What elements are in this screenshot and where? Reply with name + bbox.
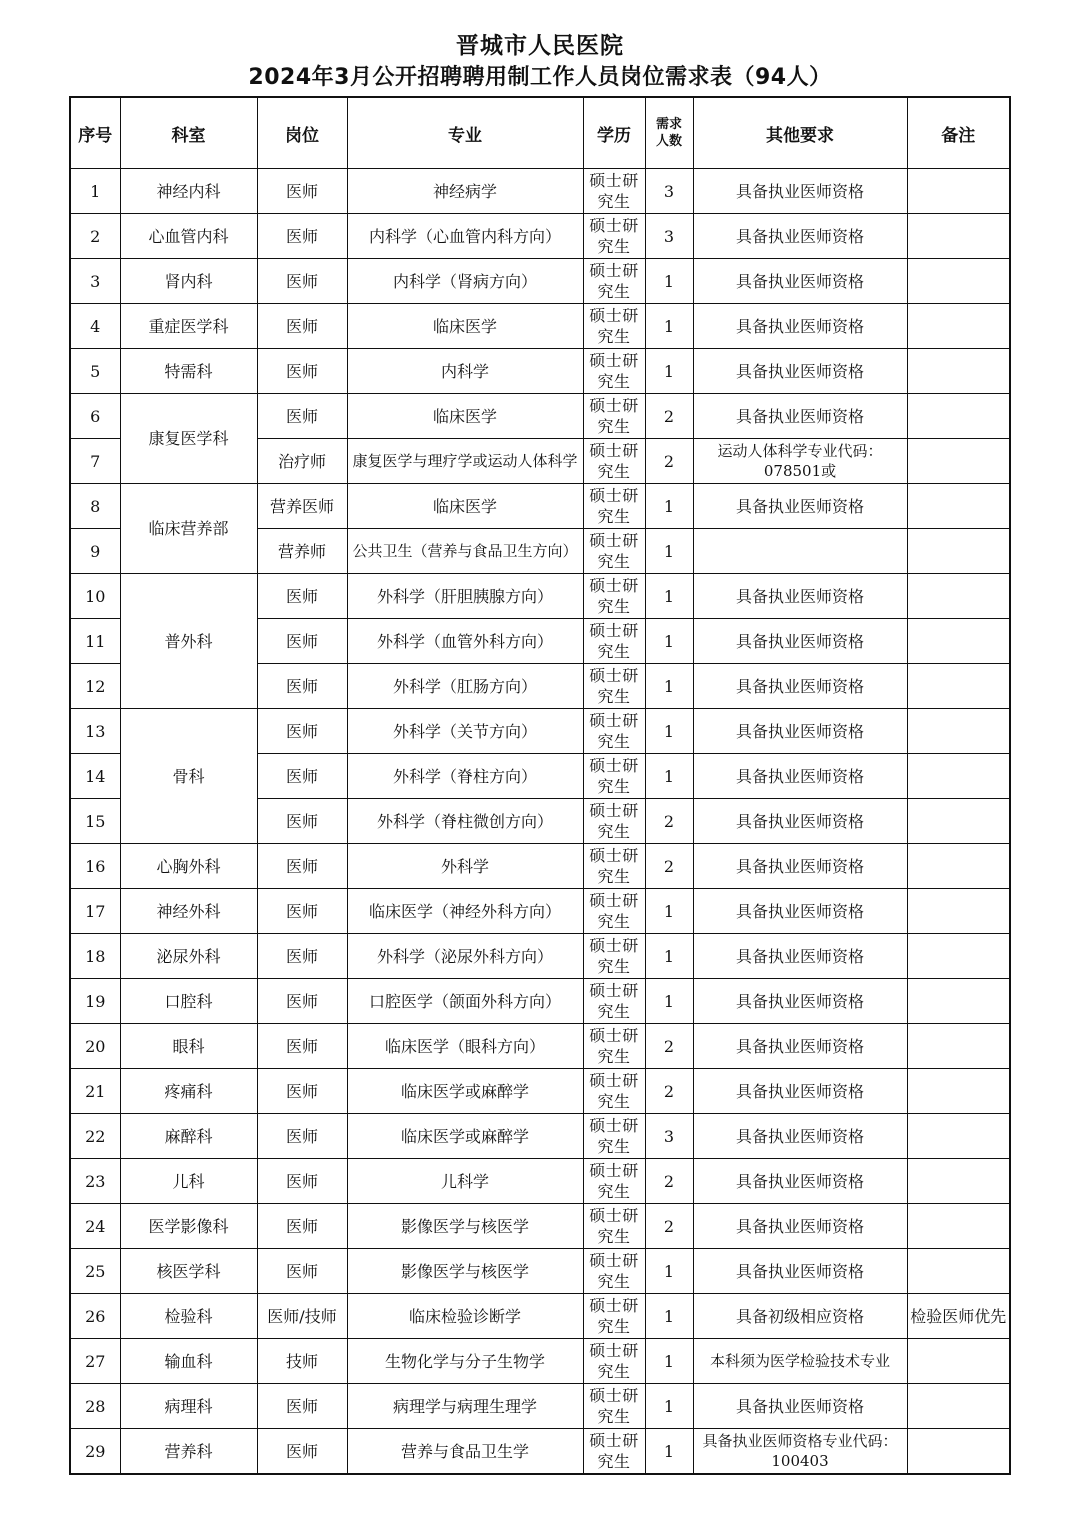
row-note: [907, 664, 1010, 709]
row-post: 医师: [257, 304, 347, 349]
row-no: 25: [70, 1249, 120, 1294]
row-req: 具备执业医师资格: [693, 1069, 907, 1114]
row-note: [907, 754, 1010, 799]
table-row: [70, 574, 1010, 619]
row-note: [907, 799, 1010, 844]
table-row: [70, 349, 1010, 394]
row-count: 1: [645, 1294, 693, 1339]
header-no: 序号: [70, 97, 120, 169]
row-no: 2: [70, 214, 120, 259]
row-count: 1: [645, 304, 693, 349]
row-note: [907, 214, 1010, 259]
row-dept: 肾内科: [120, 259, 257, 304]
row-count: 1: [645, 889, 693, 934]
header-count: [645, 97, 693, 169]
row-major: 外科学（关节方向）: [347, 709, 583, 754]
row-count: 3: [645, 169, 693, 214]
row-count: 1: [645, 1384, 693, 1429]
row-no: 18: [70, 934, 120, 979]
row-edu: 硕士研究生: [583, 214, 645, 259]
table-row: [70, 259, 1010, 304]
table-row: [70, 889, 1010, 934]
row-note: 检验医师优先: [907, 1294, 1010, 1339]
row-req: 具备执业医师资格: [693, 1114, 907, 1159]
row-dept: 检验科: [120, 1294, 257, 1339]
row-no: 21: [70, 1069, 120, 1114]
row-note: [907, 574, 1010, 619]
row-req: 具备执业医师资格: [693, 934, 907, 979]
row-dept: 疼痛科: [120, 1069, 257, 1114]
row-edu: 硕士研究生: [583, 484, 645, 529]
table-row: [70, 169, 1010, 214]
row-major: 临床医学: [347, 484, 583, 529]
row-req: [693, 529, 907, 574]
row-req: 具备执业医师资格: [693, 169, 907, 214]
row-edu: 硕士研究生: [583, 1294, 645, 1339]
table-row: [70, 394, 1010, 439]
row-post: 医师: [257, 1024, 347, 1069]
row-count: 2: [645, 1204, 693, 1249]
row-note: [907, 349, 1010, 394]
row-post: 医师: [257, 709, 347, 754]
row-count: 1: [645, 259, 693, 304]
row-no: 22: [70, 1114, 120, 1159]
row-post: 医师: [257, 1069, 347, 1114]
row-post: 医师: [257, 664, 347, 709]
row-req: 具备执业医师资格: [693, 979, 907, 1024]
row-edu: 硕士研究生: [583, 979, 645, 1024]
row-count: 3: [645, 214, 693, 259]
row-note: [907, 1159, 1010, 1204]
row-major: 外科学（肝胆胰腺方向）: [347, 574, 583, 619]
row-dept: 临床营养部: [120, 484, 257, 574]
row-post: 医师: [257, 349, 347, 394]
header-note: 备注: [907, 97, 1010, 169]
row-note: [907, 259, 1010, 304]
row-req: 具备执业医师资格: [693, 754, 907, 799]
row-major: 外科学（肛肠方向）: [347, 664, 583, 709]
row-dept: 核医学科: [120, 1249, 257, 1294]
row-no: 5: [70, 349, 120, 394]
row-edu: 硕士研究生: [583, 169, 645, 214]
row-edu: 硕士研究生: [583, 439, 645, 484]
row-count: 2: [645, 394, 693, 439]
row-edu: 硕士研究生: [583, 304, 645, 349]
row-count: 1: [645, 934, 693, 979]
row-no: 7: [70, 439, 120, 484]
row-req: 具备初级相应资格: [693, 1294, 907, 1339]
row-edu: 硕士研究生: [583, 1339, 645, 1384]
row-edu: 硕士研究生: [583, 1159, 645, 1204]
table-body: [70, 169, 1010, 1475]
header-edu: 学历: [583, 97, 645, 169]
header-major: 专业: [347, 97, 583, 169]
row-no: 13: [70, 709, 120, 754]
row-major: 影像医学与核医学: [347, 1249, 583, 1294]
row-dept: 输血科: [120, 1339, 257, 1384]
row-req: 具备执业医师资格: [693, 304, 907, 349]
row-post: 医师: [257, 394, 347, 439]
row-req: 具备执业医师资格: [693, 1159, 907, 1204]
row-dept: 儿科: [120, 1159, 257, 1204]
row-count: 1: [645, 1339, 693, 1384]
table-row: [70, 1429, 1010, 1475]
row-count: 2: [645, 1069, 693, 1114]
row-note: [907, 1024, 1010, 1069]
row-note: [907, 1384, 1010, 1429]
row-post: 医师: [257, 1114, 347, 1159]
row-edu: 硕士研究生: [583, 754, 645, 799]
row-major: 内科学（心血管内科方向）: [347, 214, 583, 259]
row-edu: 硕士研究生: [583, 1429, 645, 1475]
row-major: 内科学: [347, 349, 583, 394]
row-count: 2: [645, 799, 693, 844]
row-post: 医师: [257, 574, 347, 619]
row-post: 医师: [257, 844, 347, 889]
row-post: 医师: [257, 934, 347, 979]
row-edu: 硕士研究生: [583, 574, 645, 619]
row-no: 9: [70, 529, 120, 574]
row-major: 外科学（脊柱微创方向）: [347, 799, 583, 844]
row-note: [907, 304, 1010, 349]
row-dept: 麻醉科: [120, 1114, 257, 1159]
row-req: 具备执业医师资格: [693, 889, 907, 934]
page-title: 晋城市人民医院: [456, 33, 624, 59]
row-count: 1: [645, 529, 693, 574]
row-dept: 普外科: [120, 574, 257, 709]
row-edu: 硕士研究生: [583, 889, 645, 934]
row-major: 内科学（肾病方向）: [347, 259, 583, 304]
row-major: 临床医学或麻醉学: [347, 1114, 583, 1159]
row-dept: 医学影像科: [120, 1204, 257, 1249]
row-no: 29: [70, 1429, 120, 1475]
row-edu: 硕士研究生: [583, 259, 645, 304]
row-dept: 骨科: [120, 709, 257, 844]
row-dept: 神经内科: [120, 169, 257, 214]
row-dept: 口腔科: [120, 979, 257, 1024]
row-major: 儿科学: [347, 1159, 583, 1204]
row-dept: 康复医学科: [120, 394, 257, 484]
header-row: [70, 97, 1010, 169]
row-note: [907, 619, 1010, 664]
row-count: 1: [645, 484, 693, 529]
row-no: 12: [70, 664, 120, 709]
row-major: 营养与食品卫生学: [347, 1429, 583, 1475]
table-row: [70, 934, 1010, 979]
row-major: 临床医学: [347, 394, 583, 439]
row-note: [907, 1204, 1010, 1249]
row-post: 医师: [257, 1384, 347, 1429]
row-no: 8: [70, 484, 120, 529]
row-edu: 硕士研究生: [583, 934, 645, 979]
row-req: 运动人体科学专业代码：078501或: [693, 439, 907, 484]
row-count: 2: [645, 1024, 693, 1069]
row-count: 1: [645, 574, 693, 619]
row-note: [907, 1069, 1010, 1114]
row-edu: 硕士研究生: [583, 709, 645, 754]
row-req: 具备执业医师资格: [693, 709, 907, 754]
row-note: [907, 394, 1010, 439]
row-req: 具备执业医师资格: [693, 214, 907, 259]
row-count: 2: [645, 439, 693, 484]
row-major: 临床医学（神经外科方向）: [347, 889, 583, 934]
row-no: 28: [70, 1384, 120, 1429]
row-req: 具备执业医师资格: [693, 1249, 907, 1294]
row-post: 医师: [257, 889, 347, 934]
row-no: 11: [70, 619, 120, 664]
row-post: 医师: [257, 799, 347, 844]
row-major: 生物化学与分子生物学: [347, 1339, 583, 1384]
row-req: 具备执业医师资格: [693, 574, 907, 619]
row-req: 具备执业医师资格: [693, 484, 907, 529]
row-note: [907, 709, 1010, 754]
row-major: 外科学: [347, 844, 583, 889]
row-count: 2: [645, 844, 693, 889]
row-no: 20: [70, 1024, 120, 1069]
row-count: 2: [645, 1159, 693, 1204]
row-no: 6: [70, 394, 120, 439]
row-major: 外科学（脊柱方向）: [347, 754, 583, 799]
row-count: 3: [645, 1114, 693, 1159]
row-post: 医师: [257, 979, 347, 1024]
row-req: 具备执业医师资格专业代码：100403: [693, 1429, 907, 1475]
row-count: 1: [645, 664, 693, 709]
row-edu: 硕士研究生: [583, 844, 645, 889]
row-edu: 硕士研究生: [583, 664, 645, 709]
row-edu: 硕士研究生: [583, 619, 645, 664]
row-post: 医师: [257, 214, 347, 259]
row-major: 病理学与病理生理学: [347, 1384, 583, 1429]
row-post: 医师: [257, 1429, 347, 1475]
row-req: 具备执业医师资格: [693, 1204, 907, 1249]
row-req: 具备执业医师资格: [693, 799, 907, 844]
row-edu: 硕士研究生: [583, 349, 645, 394]
row-major: 临床医学或麻醉学: [347, 1069, 583, 1114]
row-post: 治疗师: [257, 439, 347, 484]
row-post: 医师: [257, 754, 347, 799]
row-dept: 营养科: [120, 1429, 257, 1475]
header-count-line2: 人数: [655, 134, 682, 149]
table-row: [70, 1249, 1010, 1294]
row-req: 具备执业医师资格: [693, 1384, 907, 1429]
row-dept: 重症医学科: [120, 304, 257, 349]
row-post: 医师: [257, 259, 347, 304]
row-dept: 神经外科: [120, 889, 257, 934]
row-no: 1: [70, 169, 120, 214]
row-note: [907, 1249, 1010, 1294]
row-no: 26: [70, 1294, 120, 1339]
recruitment-table: [69, 96, 1011, 1475]
row-req: 具备执业医师资格: [693, 664, 907, 709]
row-note: [907, 1429, 1010, 1475]
row-req: 本科须为医学检验技术专业: [693, 1339, 907, 1384]
row-major: 公共卫生（营养与食品卫生方向）: [347, 529, 583, 574]
row-req: 具备执业医师资格: [693, 844, 907, 889]
row-major: 神经病学: [347, 169, 583, 214]
row-dept: 眼科: [120, 1024, 257, 1069]
row-count: 1: [645, 1249, 693, 1294]
row-dept: 特需科: [120, 349, 257, 394]
table-row: [70, 709, 1010, 754]
row-post: 医师: [257, 1159, 347, 1204]
row-edu: 硕士研究生: [583, 1024, 645, 1069]
row-post: 医师/技师: [257, 1294, 347, 1339]
row-req: 具备执业医师资格: [693, 619, 907, 664]
row-req: 具备执业医师资格: [693, 394, 907, 439]
row-dept: 病理科: [120, 1384, 257, 1429]
row-edu: 硕士研究生: [583, 799, 645, 844]
title-block: [0, 30, 1080, 94]
header-count-line1: 需求: [655, 117, 682, 132]
row-post: 技师: [257, 1339, 347, 1384]
table-row: [70, 844, 1010, 889]
row-req: 具备执业医师资格: [693, 1024, 907, 1069]
row-post: 医师: [257, 619, 347, 664]
table-row: [70, 1384, 1010, 1429]
row-edu: 硕士研究生: [583, 529, 645, 574]
row-post: 医师: [257, 1204, 347, 1249]
row-note: [907, 1339, 1010, 1384]
row-no: 15: [70, 799, 120, 844]
row-count: 1: [645, 349, 693, 394]
row-no: 4: [70, 304, 120, 349]
header-req: 其他要求: [693, 97, 907, 169]
row-major: 临床医学: [347, 304, 583, 349]
row-post: 营养医师: [257, 484, 347, 529]
row-edu: 硕士研究生: [583, 394, 645, 439]
row-dept: 心胸外科: [120, 844, 257, 889]
row-note: [907, 844, 1010, 889]
row-major: 口腔医学（颌面外科方向）: [347, 979, 583, 1024]
table-row: [70, 1114, 1010, 1159]
page-subtitle: 2024年3月公开招聘聘用制工作人员岗位需求表（94人）: [248, 65, 832, 90]
row-no: 16: [70, 844, 120, 889]
table-row: [70, 979, 1010, 1024]
row-edu: 硕士研究生: [583, 1384, 645, 1429]
table-row: [70, 304, 1010, 349]
row-major: 影像医学与核医学: [347, 1204, 583, 1249]
table-row: [70, 1294, 1010, 1339]
table-row: [70, 214, 1010, 259]
row-edu: 硕士研究生: [583, 1069, 645, 1114]
row-req: 具备执业医师资格: [693, 259, 907, 304]
table-row: [70, 1024, 1010, 1069]
row-no: 24: [70, 1204, 120, 1249]
row-post: 医师: [257, 1249, 347, 1294]
row-major: 临床医学（眼科方向）: [347, 1024, 583, 1069]
row-no: 27: [70, 1339, 120, 1384]
header-post: 岗位: [257, 97, 347, 169]
row-no: 19: [70, 979, 120, 1024]
row-note: [907, 529, 1010, 574]
header-dept: 科室: [120, 97, 257, 169]
table-row: [70, 1204, 1010, 1249]
table-row: [70, 484, 1010, 529]
row-note: [907, 934, 1010, 979]
row-major: 临床检验诊断学: [347, 1294, 583, 1339]
row-count: 1: [645, 979, 693, 1024]
row-dept: 心血管内科: [120, 214, 257, 259]
row-note: [907, 169, 1010, 214]
row-edu: 硕士研究生: [583, 1249, 645, 1294]
row-major: 外科学（血管外科方向）: [347, 619, 583, 664]
row-no: 17: [70, 889, 120, 934]
row-note: [907, 979, 1010, 1024]
table-row: [70, 1159, 1010, 1204]
row-major: 康复医学与理疗学或运动人体科学: [347, 439, 583, 484]
row-post: 营养师: [257, 529, 347, 574]
row-edu: 硕士研究生: [583, 1114, 645, 1159]
row-note: [907, 889, 1010, 934]
row-no: 23: [70, 1159, 120, 1204]
row-no: 14: [70, 754, 120, 799]
row-count: 1: [645, 709, 693, 754]
row-count: 1: [645, 754, 693, 799]
row-dept: 泌尿外科: [120, 934, 257, 979]
row-note: [907, 439, 1010, 484]
table-row: [70, 1069, 1010, 1114]
row-req: 具备执业医师资格: [693, 349, 907, 394]
row-edu: 硕士研究生: [583, 1204, 645, 1249]
row-note: [907, 1114, 1010, 1159]
row-count: 1: [645, 619, 693, 664]
row-post: 医师: [257, 169, 347, 214]
row-no: 3: [70, 259, 120, 304]
row-count: 1: [645, 1429, 693, 1475]
row-major: 外科学（泌尿外科方向）: [347, 934, 583, 979]
row-no: 10: [70, 574, 120, 619]
table-row: [70, 1339, 1010, 1384]
row-note: [907, 484, 1010, 529]
